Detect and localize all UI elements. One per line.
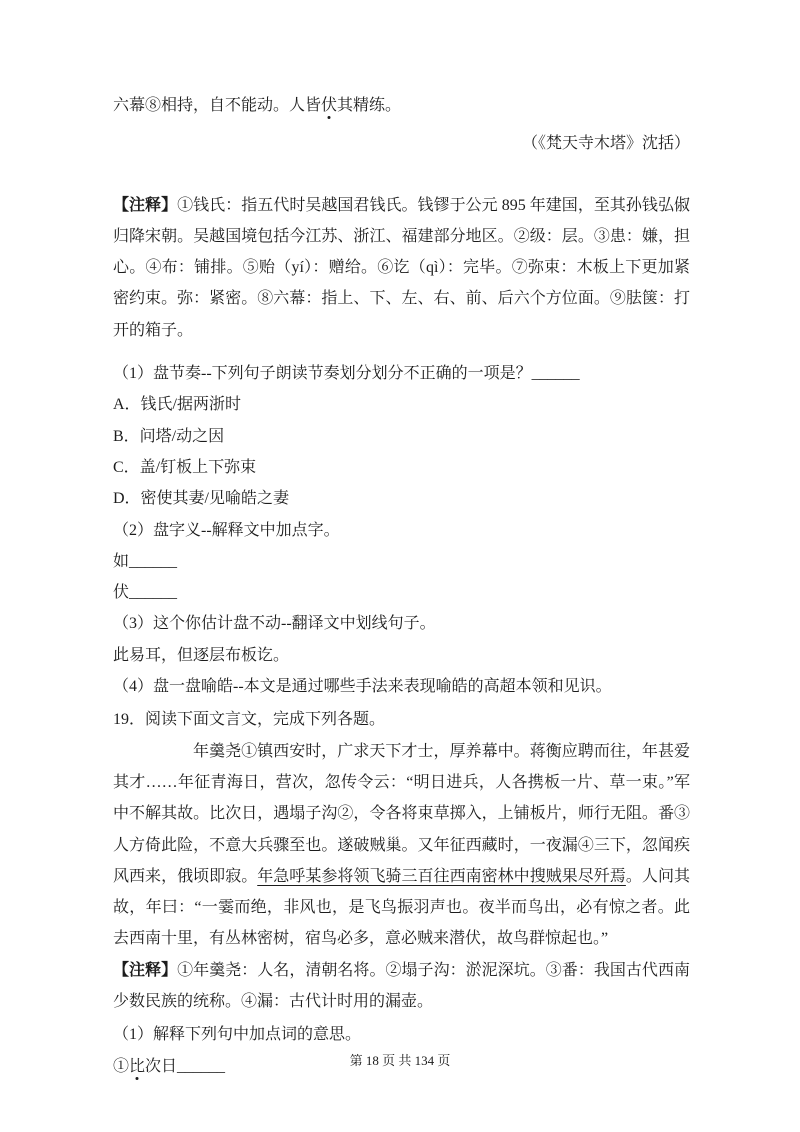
section-19-heading: 19．阅读下面文言文，完成下列各题。 [113,711,386,729]
notes-text-1: ①钱氏：指五代时吴越国君钱氏。钱镠于公元 895 年建国，至其孙钱弘俶归降宋朝。吴越国境包括今江苏、浙江、福建部分地区。②级：层。③患：嫌，担心。④布：铺排。⑤贻（yí）：赠给。⑥讫（qì）：完毕。⑦弥束：木板上下更加紧密约束。弥：紧密。⑧六幕：指上、下、左、右、前、后六个方位面。⑨胠箧：打开的箱子。 [113,196,690,339]
page-content [113,90,690,1082]
section-19-body [113,736,690,955]
body-underlined-sentence: 年急呼某参将领飞骑三百往西南密林中搜贼果尽歼焉 [257,867,626,885]
question-3: （3）这个你估计盘不动--翻译文中划线句子。 [113,615,436,633]
option-d: D．密使其妻/见喻皓之妻 [113,490,290,508]
opening-pre: 六幕⑧相持，自不能动。人皆 [113,97,322,114]
page-number-footer: 第 18 页 共 134 页 [349,1053,451,1068]
blank-ru: 如______ [113,552,178,570]
blank-fu: 伏______ [113,584,178,602]
notes-label-1: 【注释】 [113,196,178,214]
option-a: A．钱氏/据两浙时 [113,396,242,414]
body-post: 。人问其故，年曰：“一霎而绝，非风也，是飞鸟振羽声也。夜半而鸟出，必有惊之者。此去西南十里，有丛林密树，宿鸟必多，意必贼来潜伏，故鸟群惊起也。” [113,867,690,948]
option-b: B．问塔/动之因 [113,427,225,445]
opening-post: 其精练。 [337,97,402,114]
question-4: （4）盘一盘喻皓--本文是通过哪些手法来表现喻皓的高超本领和见识。 [113,678,612,696]
dotted-char-fu: 伏 [321,97,338,114]
body-pre: 年羹尧①镇西安时，广求天下才士，厚养幕中。蒋衡应聘而往，年甚爱其才……年征青海日，营次，忽传令云：“明日进兵，人各携板一片、草一束。”军中不解其故。比次日，遇塌子沟②，令各将束草掷入，上铺板片，师行无阻。番③人方倚此险，不意大兵骤至也。遂破贼巢。又年征西藏时，一夜漏④三下，忽闻疾风西来，俄顷即寂。 [113,742,690,885]
notes-text-2: ①年羹尧：人名，清朝名将。②塌子沟：淤泥深坑。③番：我国古代西南少数民族的统称。④漏：古代计时用的漏壶。 [113,961,690,1011]
question-1: （1）盘节奏--下列句子朗读节奏划分划分不正确的一项是？______ [113,365,580,383]
question-2: （2）盘字义--解释文中加点字。 [113,521,340,539]
source-attribution: （《梵天寺木塔》沈括） [521,135,690,153]
dotted-char-bi: 比 [129,1057,146,1075]
opening-line [113,90,690,121]
item-1-post: 次日______ [145,1057,226,1075]
section-19-question-1: （1）解释下列句中加点词的意思。 [113,1026,362,1044]
option-c: C．盖/钉板上下弥束 [113,458,257,476]
notes-paragraph-1 [113,190,690,346]
item-1-pre: ① [113,1057,130,1075]
notes-label-2: 【注释】 [113,961,178,979]
question-3-sentence: 此易耳，但逐层布板讫。 [113,646,290,664]
notes-paragraph-2 [113,955,690,1018]
